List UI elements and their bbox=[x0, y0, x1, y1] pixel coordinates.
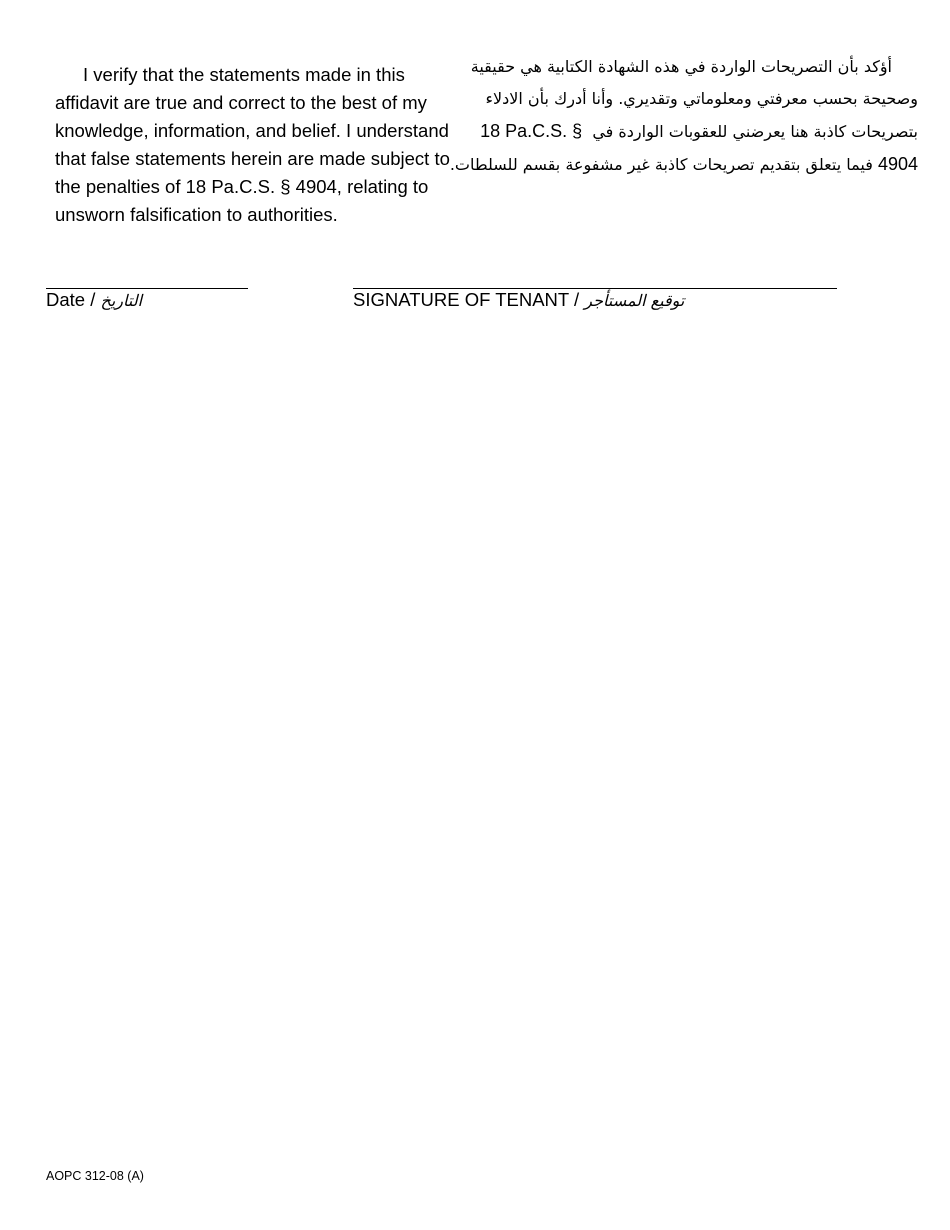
verification-arabic bbox=[449, 51, 918, 181]
date-field[interactable] bbox=[46, 264, 248, 312]
arabic-line-3 bbox=[480, 115, 918, 148]
arabic-line-3-text: بتصريحات كاذبة هنا يعرضني للعقوبات الواردة في bbox=[592, 122, 918, 141]
form-code: AOPC 312-08 (A) bbox=[46, 1169, 144, 1183]
arabic-statute-reference: 18 Pa.C.S. § bbox=[480, 121, 583, 141]
arabic-line-2: وصحيحة بحسب معرفتي ومعلوماتي وتقديري. وأنا أدرك بأن الادلاء bbox=[485, 89, 918, 108]
arabic-statute-number: 4904 bbox=[877, 154, 918, 174]
tenant-label-en: SIGNATURE OF TENANT / bbox=[353, 289, 580, 310]
arabic-line-1: أؤكد بأن التصريحات الواردة في هذه الشهادة الكتابية هي حقيقية bbox=[470, 57, 892, 76]
arabic-line-4-text: فيما يتعلق بتقديم تصريحات كاذبة غير مشفوعة بقسم للسلطات. bbox=[449, 155, 873, 174]
tenant-signature-label bbox=[353, 289, 837, 312]
tenant-signature-line[interactable] bbox=[353, 264, 837, 289]
tenant-label-ar: توقيع المستأجر bbox=[584, 291, 685, 310]
date-label-ar: التاريخ bbox=[100, 291, 143, 310]
date-label bbox=[46, 289, 248, 312]
verification-english: I verify that the statements made in this affidavit are true and correct to the best of my knowledge, information, and belief. I understand that false statements herein are made subject to the penalties of 18 Pa.C.S. § 4904, relating to unsworn falsification to authorities. bbox=[55, 64, 450, 225]
tenant-signature-field[interactable] bbox=[353, 264, 837, 312]
date-signature-line[interactable] bbox=[46, 264, 248, 289]
date-label-en: Date / bbox=[46, 289, 96, 310]
arabic-line-4 bbox=[449, 148, 918, 181]
